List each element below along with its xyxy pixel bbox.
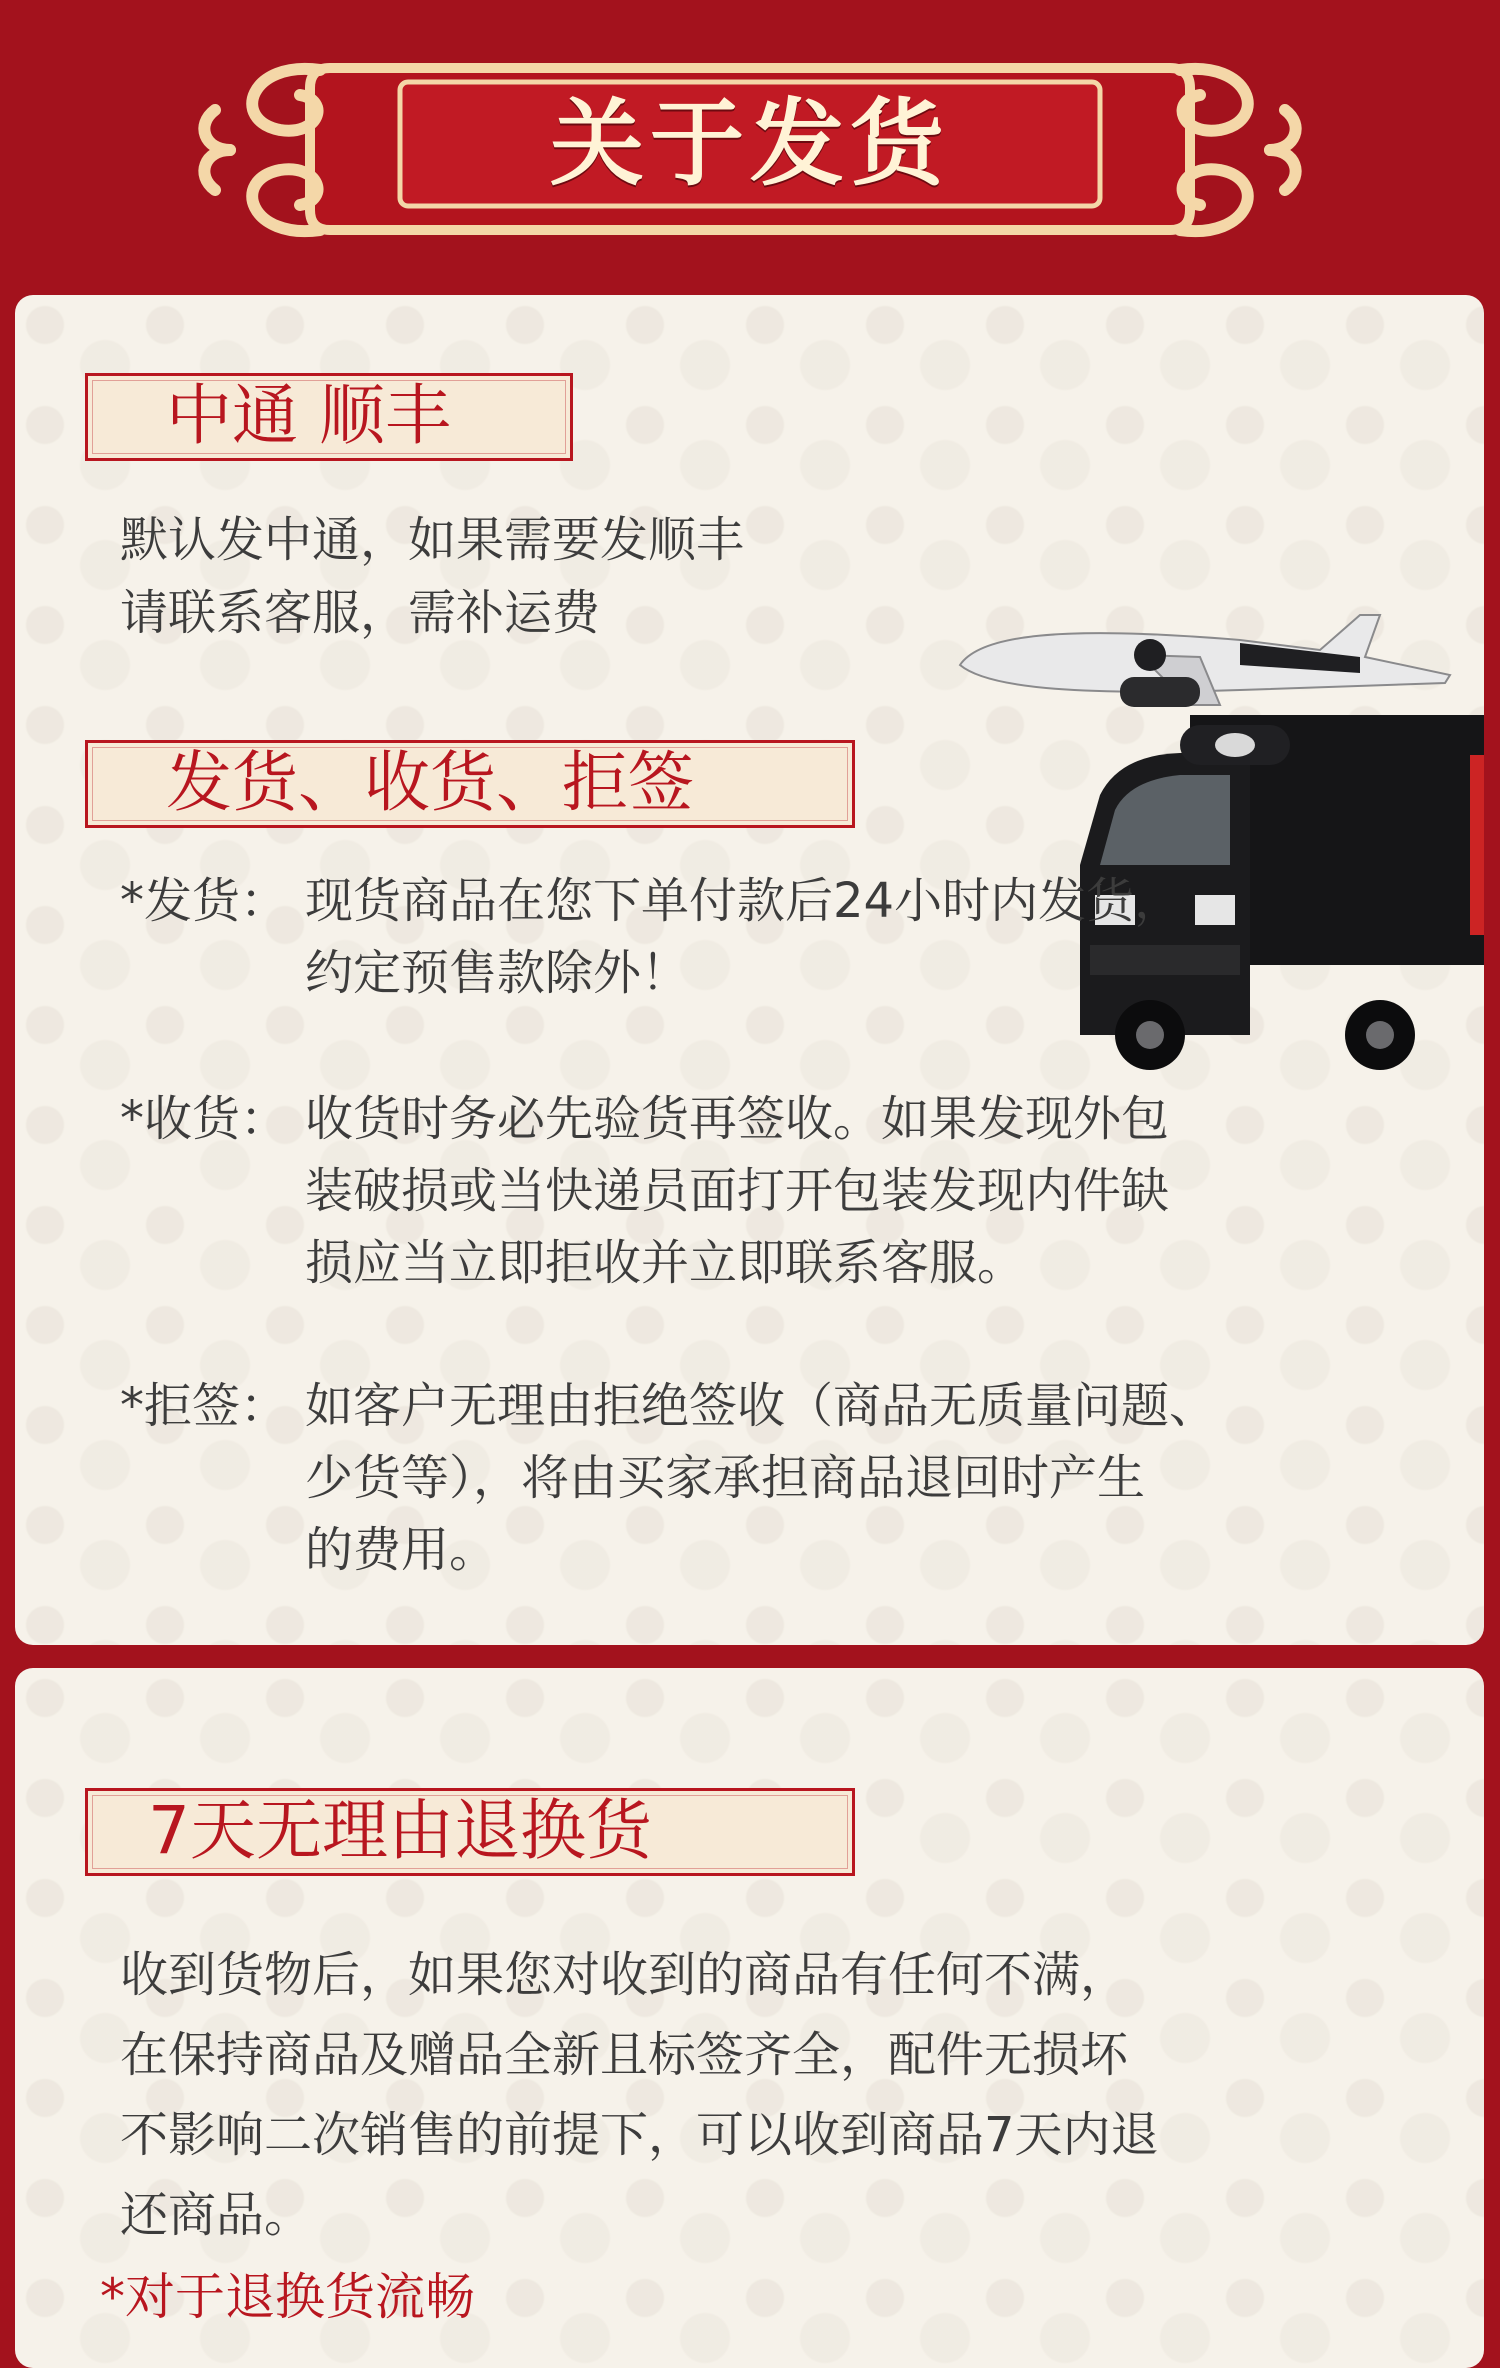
receive-label: *收货： xyxy=(120,1091,289,1147)
receive-line: 损应当立即拒收并立即联系客服。 xyxy=(305,1235,1026,1291)
shipping-carrier-tag: 中通 顺丰 xyxy=(85,373,573,461)
header-banner xyxy=(0,0,1500,290)
ship-line: 现货商品在您下单付款后24小时内发货， xyxy=(305,873,1183,929)
shipping-process-tag: 发货、收货、拒签 xyxy=(85,740,855,828)
shipping-info-card xyxy=(15,295,1484,1645)
receive-text xyxy=(305,1083,1465,1299)
refuse-line: 少货等），将由买家承担商品退回时产生 xyxy=(305,1450,1146,1506)
receive-line: 装破损或当快递员面打开包装发现内件缺 xyxy=(305,1163,1170,1219)
returns-footnote: *对于退换货流畅 xyxy=(100,2268,475,2326)
returns-line-2: 在保持商品及赠品全新且标签齐全，配件无损坏 xyxy=(120,2027,1129,2083)
returns-policy-tag: 7天无理由退换货 xyxy=(85,1788,855,1876)
sf-cargo-plane-icon xyxy=(940,595,1480,735)
cloud-scroll-ornament-left-icon xyxy=(204,69,320,231)
page-title: 关于发货 xyxy=(549,90,950,199)
refuse-line: 的费用。 xyxy=(305,1522,498,1578)
returns-line-4: 还商品。 xyxy=(120,2187,313,2243)
refuse-text xyxy=(305,1370,1465,1586)
returns-line-1: 收到货物后，如果您对收到的商品有任何不满， xyxy=(120,1947,1129,2003)
shipping-line-2: 请联系客服，需补运费 xyxy=(120,585,601,641)
ship-text xyxy=(305,865,1465,1009)
refuse-label: *拒签： xyxy=(120,1378,289,1434)
returns-line-3: 不影响二次销售的前提下，可以收到商品7天内退 xyxy=(120,2107,1159,2163)
cloud-scroll-ornament-right-icon xyxy=(1180,69,1296,231)
ship-line: 约定预售款除外！ xyxy=(305,945,690,1001)
shipping-line-1: 默认发中通，如果需要发顺丰 xyxy=(120,512,745,568)
refuse-line: 如客户无理由拒绝签收（商品无质量问题、 xyxy=(305,1378,1218,1434)
receive-line: 收货时务必先验货再签收。如果发现外包 xyxy=(305,1091,1170,1147)
ship-label: *发货： xyxy=(120,873,289,929)
